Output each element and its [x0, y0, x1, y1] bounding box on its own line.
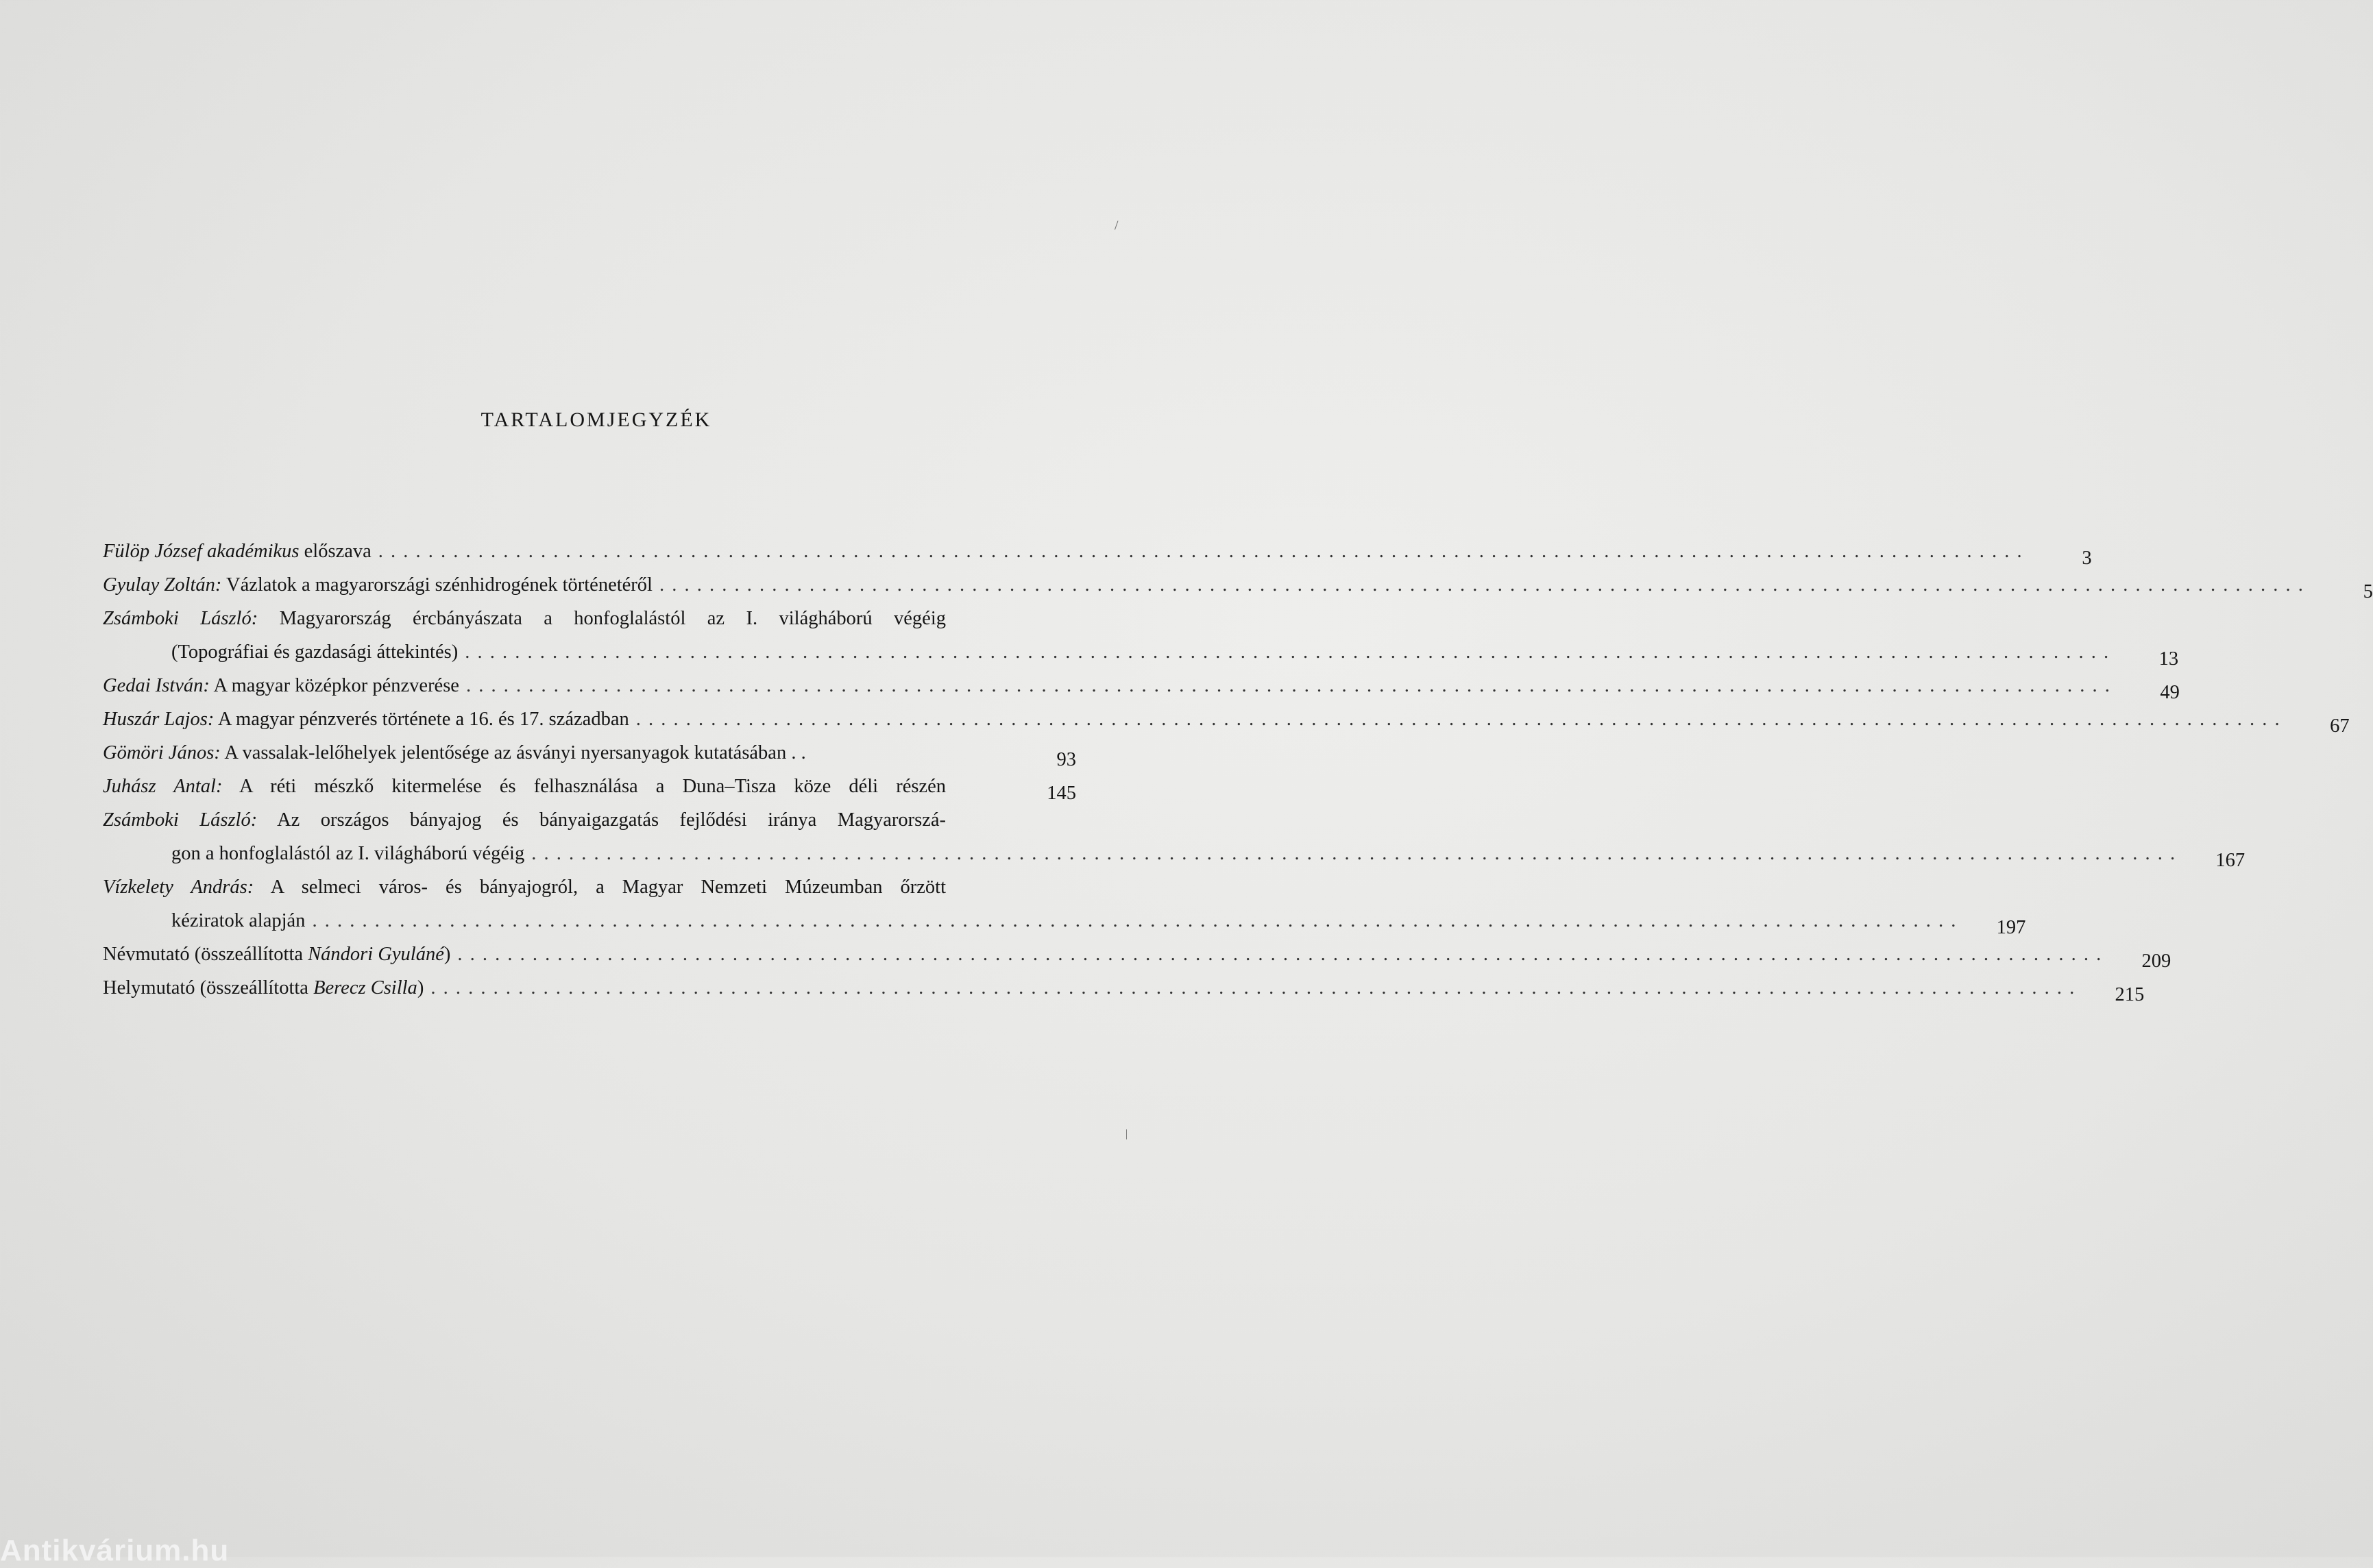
entry-author: Fülöp József akadémikus [103, 541, 300, 562]
entry-title: Magyarország ércbányászata a honfoglalástól az I. világháború végéig [279, 608, 947, 629]
page-number: 209 [2141, 951, 2171, 972]
toc-entry [103, 803, 2246, 871]
entry-prefix: Névmutató (összeállította [103, 944, 308, 965]
entry-author: Vízkelety András: [103, 877, 254, 898]
entry-title: előszava [304, 541, 372, 562]
table-of-contents [103, 535, 2373, 1005]
dot-leader [430, 971, 2076, 1005]
entry-author: Huszár Lajos: [103, 709, 215, 730]
toc-entry [103, 535, 2092, 569]
toc-entry [103, 669, 2180, 703]
page-title: TARTALOMJEGYZÉK [480, 408, 712, 431]
entry-title: A magyar középkor pénzverése [213, 675, 459, 696]
entry-title: A réti mészkő kitermelése és felhasználása a Duna–Tisza köze déli részén [239, 776, 946, 797]
entry-title: A vassalak-lelőhelyek jelentősége az ásványi nyersanyagok kutatásában . . [224, 742, 806, 763]
page-number: 145 [1047, 783, 1076, 804]
page-number: 215 [2115, 984, 2145, 1005]
dot-leader [312, 904, 1957, 938]
entry-author: Gedai István: [103, 675, 210, 696]
entry-title: A magyar pénzverés története a 16. és 17. században [217, 709, 629, 730]
dot-leader [531, 837, 2176, 870]
entry-title: A selmeci város- és bányajogról, a Magyar Nemzeti Múzeumban őrzött [270, 877, 946, 898]
entry-title-continued: gon a honfoglalástól az I. világháború végéig [171, 843, 525, 864]
entry-title-continued: (Topográfiai és gazdasági áttekintés) [171, 641, 459, 663]
entry-author: Zsámboki László: [103, 608, 258, 629]
page-number: 93 [1056, 749, 1076, 770]
entry-prefix: Helymutató (összeállította [103, 977, 314, 999]
entry-suffix: ) [417, 977, 424, 999]
dot-leader [457, 938, 2102, 971]
toc-entry [103, 602, 2179, 670]
page-number: 5 [2363, 581, 2373, 602]
pencil-mark: | [1125, 1128, 1128, 1140]
dot-leader [466, 669, 2111, 702]
page-number: 49 [2160, 682, 2180, 703]
entry-suffix: ) [443, 944, 451, 965]
toc-entry [103, 870, 2026, 938]
page-number: 67 [2330, 715, 2350, 737]
toc-entry [103, 702, 2350, 737]
entry-author: Gömöri János: [103, 742, 221, 763]
page-number: 197 [1996, 917, 2026, 938]
dot-leader [465, 635, 2110, 669]
page-number: 167 [2215, 850, 2246, 871]
entry-author: Juhász Antal: [103, 776, 223, 797]
entry-author: Gyulay Zoltán: [103, 574, 222, 596]
page-number: 13 [2158, 648, 2179, 670]
dot-leader [659, 568, 2304, 602]
entry-author: Zsámboki László: [103, 809, 258, 831]
entry-author: Nándori Gyuláné [308, 944, 444, 965]
dot-leader [636, 702, 2281, 736]
toc-entry [103, 971, 2145, 1005]
entry-title-continued: kéziratok alapján [171, 910, 306, 931]
toc-entry [103, 736, 1076, 770]
pencil-mark: / [1115, 218, 1119, 233]
watermark: Antikvárium.hu [0, 1534, 230, 1567]
page-number: 3 [2082, 548, 2092, 569]
toc-entry [103, 770, 1076, 803]
entry-title: Vázlatok a magyarországi szénhidrogének történetéről [226, 574, 653, 596]
entry-title: Az országos bányajog és bányaigazgatás fejlődési iránya Magyarorszá- [277, 809, 946, 831]
dot-leader [378, 535, 2023, 568]
entry-author: Berecz Csilla [313, 977, 417, 999]
toc-entry [103, 938, 2171, 972]
toc-entry [103, 568, 2373, 602]
